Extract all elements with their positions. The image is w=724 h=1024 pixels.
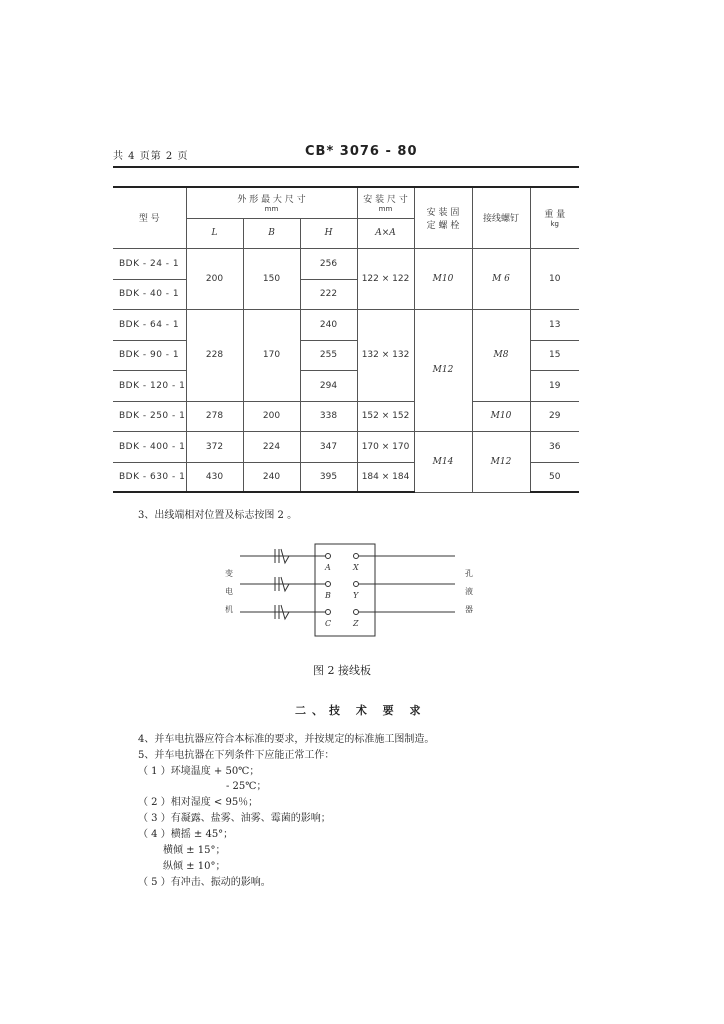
terminal-label: C bbox=[325, 619, 332, 628]
terminal-label: A bbox=[325, 563, 331, 572]
terminal-label: Z bbox=[353, 619, 359, 628]
paragraph: （ 4 ）横摇 ± 45°； bbox=[138, 829, 234, 840]
left-label: 电 bbox=[225, 587, 233, 596]
note-3: 3、出线端相对位置及标志按图 2 。 bbox=[138, 510, 298, 521]
header-outer-size: 外 形 最 大 尺 寸 mm bbox=[186, 187, 357, 218]
paragraph: 纵倾 ± 10°； bbox=[163, 861, 226, 872]
paragraph: 横倾 ± 15°； bbox=[163, 845, 226, 856]
paragraph: 5、并车电抗器在下列条件下应能正常工作： bbox=[138, 750, 335, 761]
right-label: 器 bbox=[465, 605, 473, 614]
table-row: BDK - 250 - 1 278 200 338 152 × 152 M10 29 bbox=[113, 401, 579, 431]
page-info: 共 4 页第 2 页 bbox=[113, 151, 189, 162]
header-L: L bbox=[186, 218, 243, 248]
table-row: BDK - 120 - 1 294 19 bbox=[113, 370, 579, 401]
paragraph: - 25℃； bbox=[226, 781, 267, 792]
wiring-diagram bbox=[225, 540, 485, 640]
left-label: 机 bbox=[225, 605, 233, 614]
right-label: 孔 bbox=[465, 569, 473, 578]
header-model: 型 号 bbox=[113, 187, 186, 248]
paragraph: 4、并车电抗器应符合本标准的要求，并按规定的标准施工图制造。 bbox=[138, 734, 435, 745]
header-weight: 重 量 kg bbox=[530, 187, 579, 248]
table-row: BDK - 64 - 1 228 170 240 132 × 132 M12 M8 13 bbox=[113, 309, 579, 340]
header-rule bbox=[113, 166, 579, 168]
terminal-label: X bbox=[353, 563, 359, 572]
spec-table bbox=[113, 186, 579, 493]
table-row: BDK - 90 - 1 255 15 bbox=[113, 340, 579, 370]
header-bolt: 安 装 固 定 螺 栓 bbox=[414, 187, 472, 248]
left-label: 变 bbox=[225, 569, 233, 578]
table-row: BDK - 630 - 1 430 240 395 184 × 184 50 bbox=[113, 462, 579, 492]
figure-caption: 图 2 接线板 bbox=[313, 664, 371, 677]
header-mount-size: 安 装 尺 寸 mm bbox=[357, 187, 414, 218]
table-row: BDK - 24 - 1 200 150 256 122 × 122 M10 M 6 10 bbox=[113, 248, 579, 279]
header-H: H bbox=[300, 218, 357, 248]
paragraph: （ 3 ）有凝露、盐雾、油雾、霉菌的影响； bbox=[138, 813, 331, 824]
table-row: BDK - 40 - 1 222 bbox=[113, 279, 579, 309]
section-title: 二、技 术 要 求 bbox=[295, 704, 427, 717]
paragraph: （ 2 ）相对湿度 < 95％； bbox=[138, 797, 259, 808]
header-B: B bbox=[243, 218, 300, 248]
standard-code: CB* 3076 - 80 bbox=[305, 144, 418, 159]
right-label: 液 bbox=[465, 587, 473, 596]
table-row: BDK - 400 - 1 372 224 347 170 × 170 M14 M12 36 bbox=[113, 431, 579, 462]
terminal-label: B bbox=[325, 591, 331, 600]
header-AxA: A×A bbox=[357, 218, 414, 248]
terminal-label: Y bbox=[353, 591, 359, 600]
paragraph: （ 5 ）有冲击、振动的影响。 bbox=[138, 877, 271, 888]
paragraph: （ 1 ）环境温度 + 50℃； bbox=[138, 766, 260, 777]
header-terminal: 接线螺钉 bbox=[472, 187, 530, 248]
terminal-board bbox=[315, 544, 375, 636]
